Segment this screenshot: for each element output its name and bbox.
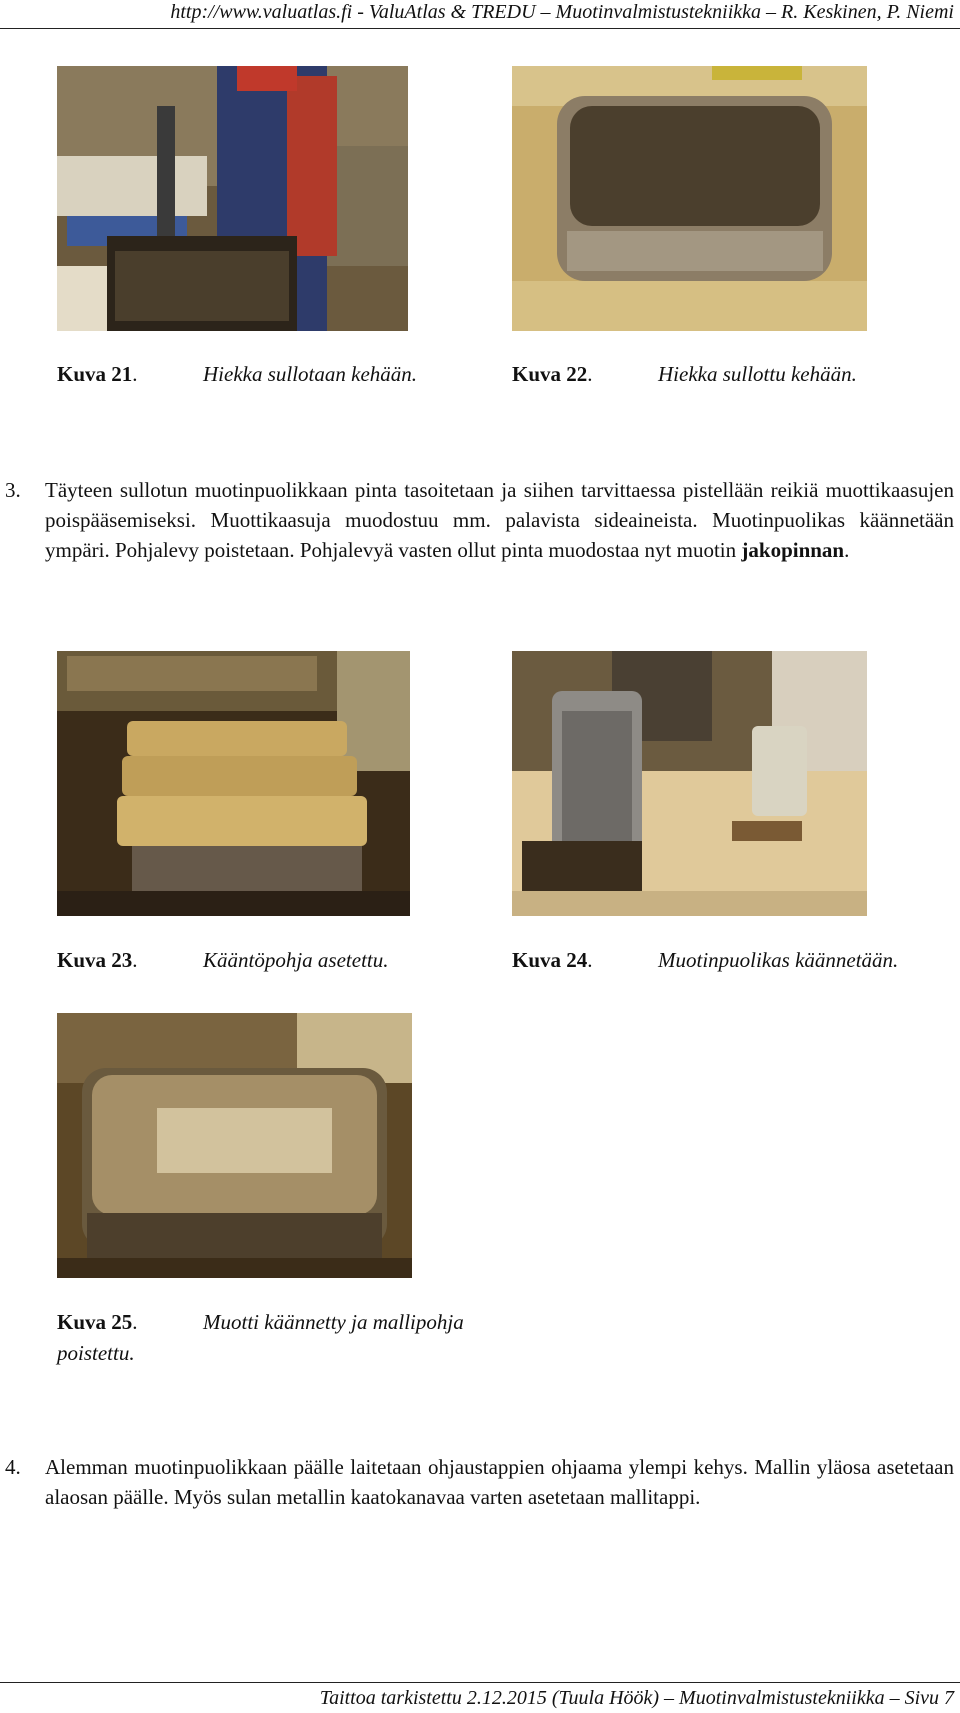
step-number: 3. [5,478,21,502]
figure-label: Kuva 25 [57,1310,133,1334]
step-text: Täyteen sullotun muotinpuolikkaan pinta tasoitetaan ja siihen tarvittaessa pistellään reikiä muottikaasujen poispääsemiseksi. Muottikaasuja muodostuu mm. palavista sideaineista. Muotinpuolikas käännetään ympäri. Pohjalevy poistetaan. Pohjalevyä vasten ollut pinta muodostaa nyt muotin [45,478,954,562]
photo-kuva-25 [57,1013,412,1278]
figure-caption: Hiekka sullotaan kehään. [203,362,418,386]
step-text-end: . [844,538,850,562]
figure-caption: Muotti käännetty ja mallipohja [203,1310,464,1334]
figure-caption: Muotinpuolikas käännetään. [658,948,899,972]
step-keyword: jakopinnan [741,538,845,562]
photo-kuva-24 [512,651,867,916]
caption-kuva-23: Kuva 23. Kääntöpohja asetettu. [57,948,389,972]
page-header: http://www.valuatlas.fi - ValuAtlas & TREDU – Muotinvalmistustekniikka – R. Keskinen, P. Niemi [0,0,960,29]
page-footer: Taittoa tarkistettu 2.12.2015 (Tuula Höök) – Muotinvalmistustekniikka – Sivu 7 [0,1682,960,1713]
step-3-paragraph [5,475,954,565]
caption-kuva-24: Kuva 24. Muotinpuolikas käännetään. [512,948,899,972]
photo-kuva-22 [512,66,867,331]
photo-kuva-23 [57,651,410,916]
figure-caption-cont: poistettu. [57,1341,135,1365]
caption-kuva-25-continued [57,1341,135,1366]
figure-label: Kuva 22 [512,362,588,386]
figure-caption: Kääntöpohja asetettu. [203,948,389,972]
photo-kuva-21 [57,66,408,331]
step-text: Alemman muotinpuolikkaan päälle laitetaan ohjaustappien ohjaama ylempi kehys. Mallin yläosa asetetaan alaosan päälle. Myös sulan metallin kaatokanavaa varten asetetaan mallitappi. [45,1455,954,1509]
figure-label: Kuva 23 [57,948,133,972]
caption-kuva-21: Kuva 21. Hiekka sullotaan kehään. [57,362,418,386]
figure-caption: Hiekka sullottu kehään. [658,362,857,386]
step-4-paragraph [5,1452,954,1512]
figure-label: Kuva 21 [57,362,133,386]
caption-kuva-22: Kuva 22. Hiekka sullottu kehään. [512,362,857,386]
step-number: 4. [5,1455,21,1479]
caption-kuva-25: Kuva 25. Muotti käännetty ja mallipohja [57,1310,464,1334]
figure-label: Kuva 24 [512,948,588,972]
